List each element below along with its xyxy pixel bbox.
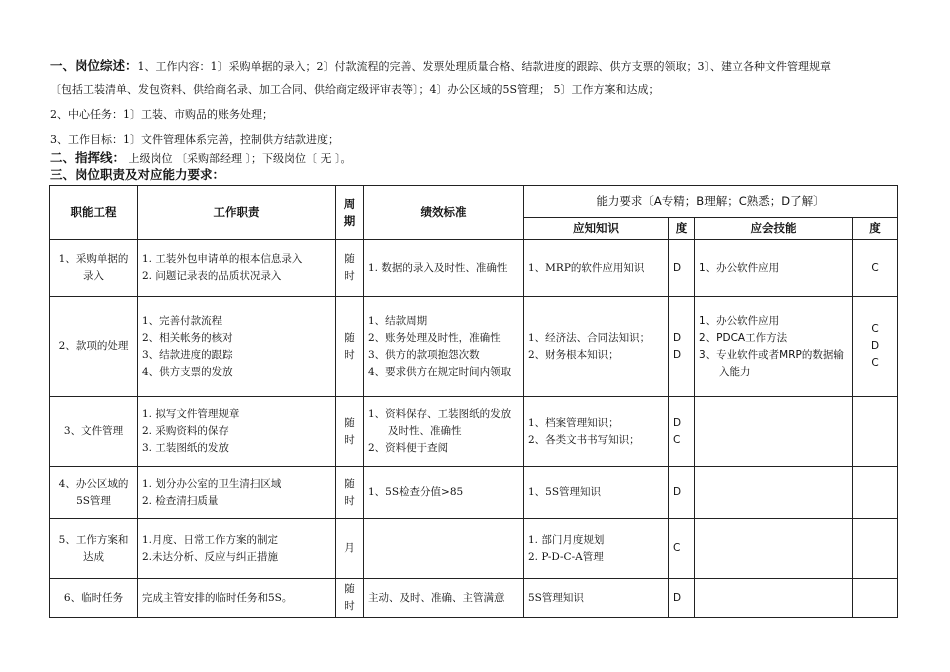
duties-cell <box>138 467 336 519</box>
table-row <box>50 519 898 579</box>
knowledge-cell <box>524 297 669 397</box>
duties-item: 2.未达分析、反应与纠正措施 <box>142 550 279 563</box>
cycle-cell: 随时 <box>336 297 364 397</box>
duties-item: 1.月度、日常工作方案的制定 <box>142 533 279 546</box>
header-ability: 能力要求〔A专精；B理解；C熟悉；D了解〕 <box>524 186 898 218</box>
standard-item: 2、账务处理及时性，准确性 <box>368 331 501 344</box>
function-cell: 6、临时任务 <box>50 579 138 618</box>
table-row <box>50 467 898 519</box>
knowledge-item: 5S管理知识 <box>528 591 584 604</box>
duties-item: 3、结款进度的跟踪 <box>142 348 233 361</box>
duty-table-body <box>50 240 898 618</box>
degree-knowledge-cell: D <box>669 579 695 618</box>
skills-cell <box>695 397 853 467</box>
duties-item: 1、完善付款流程 <box>142 314 223 327</box>
degree-knowledge-cell: D <box>669 240 695 297</box>
skills-item: 3、专业软件或者MRP的数据输入能力 <box>699 348 844 378</box>
table-row <box>50 297 898 397</box>
degree-knowledge-cell: D D <box>669 297 695 397</box>
overview-line-2: 〔包括工装清单、发包资料、供给商名录、加工合同、供给商定级评审表等〕；4〕办公区域的5S管理； 5〕工作方案和达成； <box>50 83 660 96</box>
duties-item: 1. 划分办公室的卫生清扫区域 <box>142 477 282 490</box>
cycle-cell: 随时 <box>336 240 364 297</box>
standard-item: 主动、及时、准确、主管满意 <box>368 591 505 604</box>
knowledge-cell <box>524 579 669 618</box>
table-row <box>50 397 898 467</box>
knowledge-cell <box>524 240 669 297</box>
duties-item: 2. 检查清扫质量 <box>142 494 219 507</box>
standard-cell <box>364 297 524 397</box>
degree-skills-cell <box>853 397 898 467</box>
header-knowledge: 应知知识 <box>524 218 669 240</box>
standard-item: 2、资料便于查阅 <box>368 442 449 454</box>
standard-item: 1、资料保存、工装图纸的发放及时性、准确性 <box>368 408 512 437</box>
skills-cell <box>695 467 853 519</box>
skills-cell <box>695 240 853 297</box>
cycle-cell: 月 <box>336 519 364 579</box>
duties-cell <box>138 297 336 397</box>
knowledge-item: 1、档案管理知识； <box>528 416 619 429</box>
header-skills: 应会技能 <box>695 218 853 240</box>
knowledge-item: 1. 部门月度规划 <box>528 533 605 546</box>
degree-knowledge-cell: D C <box>669 397 695 467</box>
duties-cell <box>138 519 336 579</box>
knowledge-cell <box>524 467 669 519</box>
header-duties: 工作职责 <box>138 186 336 240</box>
duties-cell <box>138 240 336 297</box>
command-line: 二、指挥线： 上级岗位 〔采购部经理 〕；下级岗位〔 无 〕。 <box>50 150 352 165</box>
table-row <box>50 240 898 297</box>
overview-line-1: 一、岗位综述：1、工作内容：1〕采购单据的录入；2〕付款流程的完善、发票处理质量合格、结款进度的跟踪、供方支票的领取；3〕、建立各种文件管理规章 <box>50 58 832 73</box>
function-cell: 1、采购单据的录入 <box>50 240 138 297</box>
duties-item: 完成主管安排的临时任务和5S。 <box>142 591 293 604</box>
duties-item: 2、相关帐务的核对 <box>142 331 233 344</box>
standard-item: 1、5S检查分值>85 <box>368 486 464 498</box>
header-standard: 绩效标准 <box>364 186 524 240</box>
work-goal-line: 3、工作目标：1〕文件管理体系完善，控制供方结款进度； <box>50 133 339 146</box>
cycle-cell: 随时 <box>336 579 364 618</box>
duties-item: 1. 拟写文件管理规章 <box>142 408 240 420</box>
standard-item: 4、要求供方在规定时间内领取 <box>368 365 512 378</box>
function-cell: 2、款项的处理 <box>50 297 138 397</box>
central-task-line: 2、中心任务：1〕工装、市购品的账务处理； <box>50 108 273 121</box>
cycle-cell: 随时 <box>336 467 364 519</box>
cycle-cell: 随时 <box>336 397 364 467</box>
standard-cell <box>364 579 524 618</box>
duties-item: 2. 问题记录表的品质状况录入 <box>142 270 282 282</box>
standard-item: 1. 数据的录入及时性、准确性 <box>368 261 508 274</box>
standard-cell <box>364 397 524 467</box>
skills-cell <box>695 519 853 579</box>
section-heading-overview: 一、岗位综述： <box>50 58 138 73</box>
standard-cell <box>364 519 524 579</box>
skills-item: 1、办公软件应用 <box>699 314 780 327</box>
function-cell: 5、工作方案和达成 <box>50 519 138 579</box>
standard-item: 3、供方的款项抱怨次数 <box>368 348 480 361</box>
standard-cell <box>364 467 524 519</box>
degree-skills-cell: C <box>853 240 898 297</box>
duties-cell <box>138 579 336 618</box>
knowledge-cell <box>524 397 669 467</box>
skills-cell <box>695 297 853 397</box>
standard-cell <box>364 240 524 297</box>
skills-item: 1、办公软件应用 <box>699 261 780 274</box>
section-heading-duties: 三、岗位职责及对应能力要求： <box>50 167 226 182</box>
header-function: 职能工程 <box>50 186 138 240</box>
knowledge-cell <box>524 519 669 579</box>
degree-knowledge-cell: D <box>669 467 695 519</box>
function-cell: 4、办公区域的5S管理 <box>50 467 138 519</box>
table-row <box>50 579 898 618</box>
degree-skills-cell: C D C <box>853 297 898 397</box>
knowledge-item: 1、MRP的软件应用知识 <box>528 261 645 274</box>
knowledge-item: 1、经济法、合同法知识； <box>528 331 651 344</box>
degree-knowledge-cell: C <box>669 519 695 579</box>
degree-skills-cell <box>853 519 898 579</box>
header-degree-knowledge: 度 <box>669 218 695 240</box>
duty-table <box>49 185 898 618</box>
skills-item: 2、PDCA工作方法 <box>699 331 788 344</box>
duties-item: 4、供方支票的发放 <box>142 365 233 378</box>
duties-item: 2. 采购资料的保存 <box>142 425 229 437</box>
knowledge-item: 2、各类文书书写知识； <box>528 433 640 446</box>
standard-item: 1、结款周期 <box>368 314 428 327</box>
section-heading-command: 二、指挥线： <box>50 150 126 165</box>
knowledge-item: 2、财务根本知识； <box>528 348 619 361</box>
function-cell: 3、文件管理 <box>50 397 138 467</box>
duties-item: 3. 工装图纸的发放 <box>142 442 229 454</box>
knowledge-item: 2. P-D-C-A管理 <box>528 550 604 563</box>
duties-cell <box>138 397 336 467</box>
skills-cell <box>695 579 853 618</box>
degree-skills-cell <box>853 579 898 618</box>
knowledge-item: 1、5S管理知识 <box>528 486 602 498</box>
header-cycle: 周期 <box>336 186 364 240</box>
duties-item: 1. 工装外包申请单的根本信息录入 <box>142 253 303 265</box>
header-degree-skills: 度 <box>853 218 898 240</box>
duties-heading-line <box>50 167 225 184</box>
degree-skills-cell <box>853 467 898 519</box>
